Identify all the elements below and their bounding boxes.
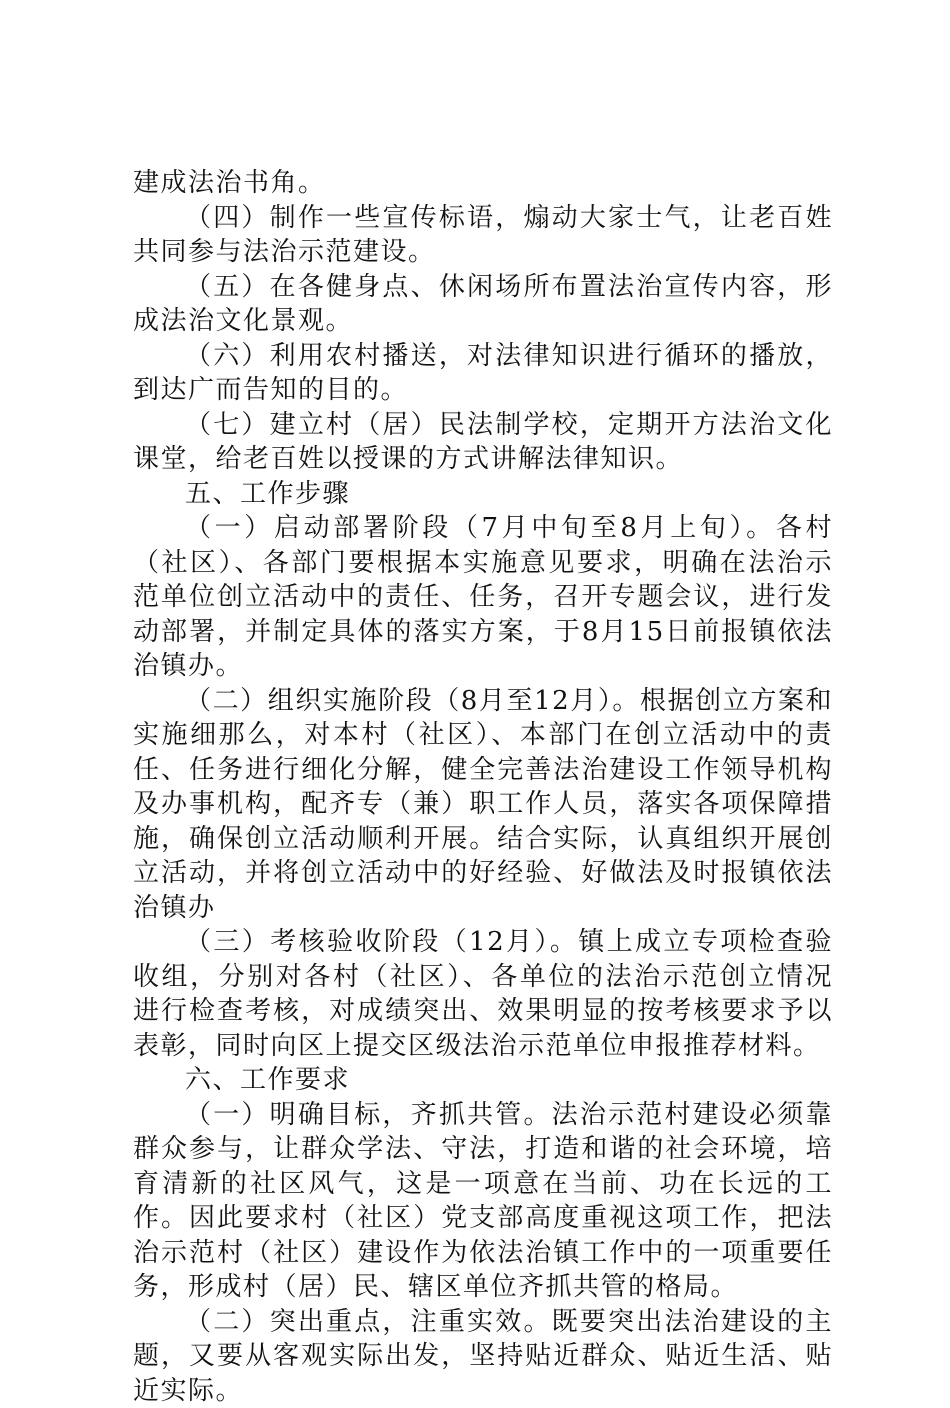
paragraph-step-1: （一）启动部署阶段（7月中旬至8月上旬）。各村（社区）、各部门要根据本实施意见要求，明确在法治示范单位创立活动中的责任、任务，召开专题会议，进行发动部署，并制定具体的落实方案，于8月15日前报镇依法治镇办。 [133, 511, 833, 684]
paragraph-requirement-1: （一）明确目标，齐抓共管。法治示范村建设必须靠群众参与，让群众学法、守法，打造和谐的社会环境，培育清新的社区风气，这是一项意在当前、功在长远的工作。因此要求村（社区）党支部高度重视这项工作，把法治示范村（社区）建设作为依法治镇工作中的一项重要任务，形成村（居）民、辖区单位齐抓共管的格局。 [133, 1098, 833, 1305]
paragraph-item-7: （七）建立村（居）民法制学校，定期开方法治文化课堂，给老百姓以授课的方式讲解法律知识。 [133, 408, 833, 477]
paragraph-item-4: （四）制作一些宣传标语，煽动大家士气，让老百姓共同参与法治示范建设。 [133, 201, 833, 270]
paragraph-item-5: （五）在各健身点、休闲场所布置法治宣传内容，形成法治文化景观。 [133, 270, 833, 339]
paragraph-item-6: （六）利用农村播送，对法律知识进行循环的播放，到达广而告知的目的。 [133, 339, 833, 408]
paragraph-step-2: （二）组织实施阶段（8月至12月）。根据创立方案和实施细那么，对本村（社区）、本部门在创立活动中的责任、任务进行细化分解，健全完善法治建设工作领导机构及办事机构，配齐专（兼）职工作人员，落实各项保障措施，确保创立活动顺利开展。结合实际，认真组织开展创立活动，并将创立活动中的好经验、好做法及时报镇依法治镇办 [133, 684, 833, 926]
section-heading-work-steps: 五、工作步骤 [133, 477, 833, 512]
section-heading-work-requirements: 六、工作要求 [133, 1063, 833, 1098]
paragraph-requirement-2: （二）突出重点，注重实效。既要突出法治建设的主题，又要从客观实际出发，坚持贴近群众、贴近生活、贴近实际。 [133, 1305, 833, 1408]
paragraph-step-3: （三）考核验收阶段（12月）。镇上成立专项检查验收组，分别对各村（社区）、各单位的法治示范创立情况进行检查考核，对成绩突出、效果明显的按考核要求予以表彰，同时向区上提交区级法治示范单位申报推荐材料。 [133, 925, 833, 1063]
document-body [133, 166, 833, 1408]
paragraph-continuation: 建成法治书角。 [133, 166, 833, 201]
